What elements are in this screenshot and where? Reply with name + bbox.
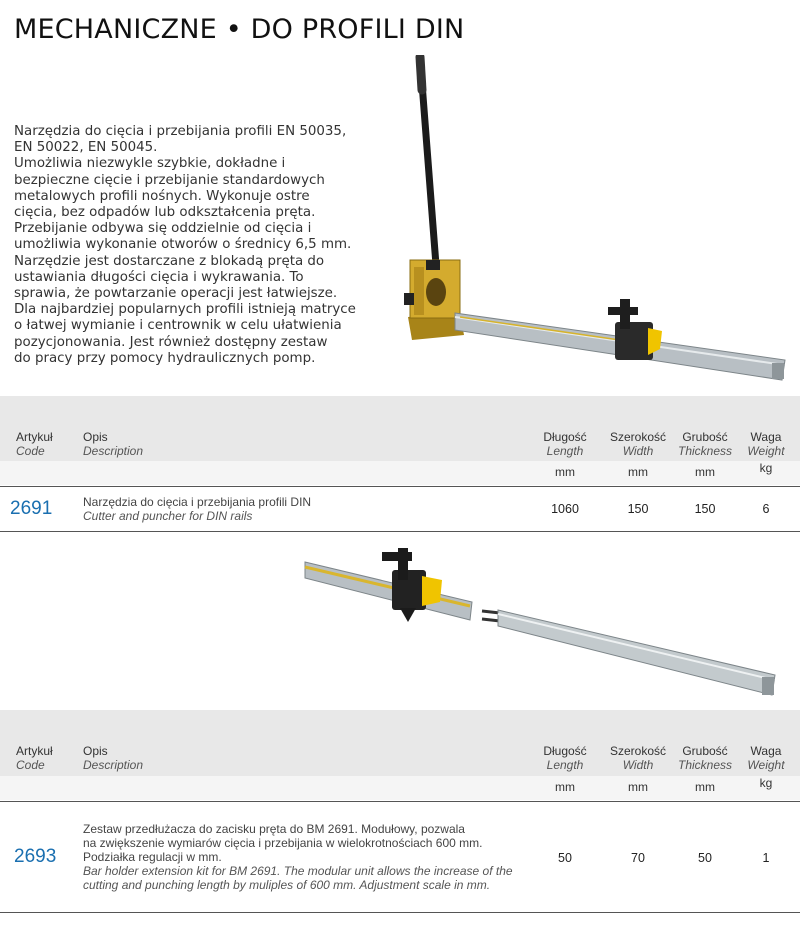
header-szerokosc: Szerokość Width [609,744,667,772]
row-divider [0,801,800,802]
units-row-2 [0,776,800,800]
page-title: MECHANICZNE • DO PROFILI DIN [14,14,465,45]
product-thickness: 150 [694,502,716,516]
header-opis: Opis Description [83,430,144,458]
unit-thickness: mm [695,465,715,479]
header-waga: Waga Weight [747,430,785,458]
product-description [14,124,384,367]
product-weight: 1 [762,851,770,865]
product-code: 2693 [14,846,57,867]
header-waga: Waga Weight [747,744,785,772]
product-width: 70 [631,851,645,865]
row-divider [0,912,800,913]
desc-line: Zestaw przedłużacza do zacisku pręta do BM 2691. Modułowy, pozwala [83,822,465,836]
desc-line: Bar holder extension kit for BM 2691. The modular unit allows the increase of the [83,864,513,878]
description-line: Narzędzie jest dostarczane z blokadą pręta do [14,253,325,269]
description-line: Umożliwia niezwykle szybkie, dokładne i [14,156,286,172]
table-header-1 [0,396,800,461]
description-line: sprawia, że powtarzanie operacji jest łatwiejsze. [14,286,338,302]
header-dlugosc: Długość Length [543,744,587,772]
extension-kit-image [300,540,780,700]
desc-line: Podziałka regulacji w mm. [83,850,222,864]
description-line: metalowych profili nośnych. Wykonuje ostre [14,188,310,204]
description-line: ustawiania długości cięcia i wykrawania. To [14,269,304,285]
description-line: pozycjonowania. Jest również dostępny zestaw [14,334,328,350]
unit-width: mm [628,465,648,479]
unit-width: mm [628,780,648,794]
unit-weight: kg [759,461,773,475]
unit-weight: kg [759,776,773,790]
product-desc: Narzędzia do cięcia i przebijania profili DIN Cutter and puncher for DIN rails [83,495,312,523]
description-line: o łatwej wymianie i centrownik w celu ułatwienia [14,318,342,334]
description-line: umożliwia wykonanie otworów o średnicy 6,5 mm. [14,237,352,253]
unit-length: mm [555,780,575,794]
row-divider [0,486,800,487]
header-grubosc: Grubość Thickness [677,430,733,458]
din-rail-cutter-image [400,55,790,390]
product-width: 150 [627,502,649,516]
product-thickness: 50 [698,851,712,865]
header-dlugosc: Długość Length [543,430,587,458]
units-row-1 [0,461,800,485]
description-line: cięcia, bez odpadów lub odkształcenia pręta. [14,205,316,221]
description-line: EN 50022, EN 50045. [14,140,158,156]
unit-thickness: mm [695,780,715,794]
product-code: 2691 [10,498,53,519]
header-szerokosc: Szerokość Width [609,430,667,458]
description-line: bezpieczne cięcie i przebijanie standardowych [14,172,325,188]
table-header-2 [0,710,800,776]
product-length: 1060 [551,502,579,516]
description-line: do pracy przy pomocy hydraulicznych pomp. [14,350,316,366]
product-desc [83,822,513,892]
product-weight: 6 [762,502,770,516]
row-divider [0,531,800,532]
header-artykul: Artykuł Code [16,744,53,772]
description-line: Przebijanie odbywa się oddzielnie od cięcia i [14,221,312,237]
header-grubosc: Grubość Thickness [677,744,733,772]
unit-length: mm [555,465,575,479]
desc-line: cutting and punching length by muliples of 600 mm. Adjustment scale in mm. [83,878,491,892]
desc-line: na zwiększenie wymiarów cięcia i przebijania w wielokrotnościach 600 mm. [83,836,483,850]
description-line: Narzędzia do cięcia i przebijania profili EN 50035, [14,124,347,139]
description-line: Dla najbardziej popularnych profili istnieją matryce [14,302,356,318]
product-length: 50 [558,851,572,865]
header-artykul: Artykuł Code [16,430,53,458]
header-opis: Opis Description [83,744,144,772]
